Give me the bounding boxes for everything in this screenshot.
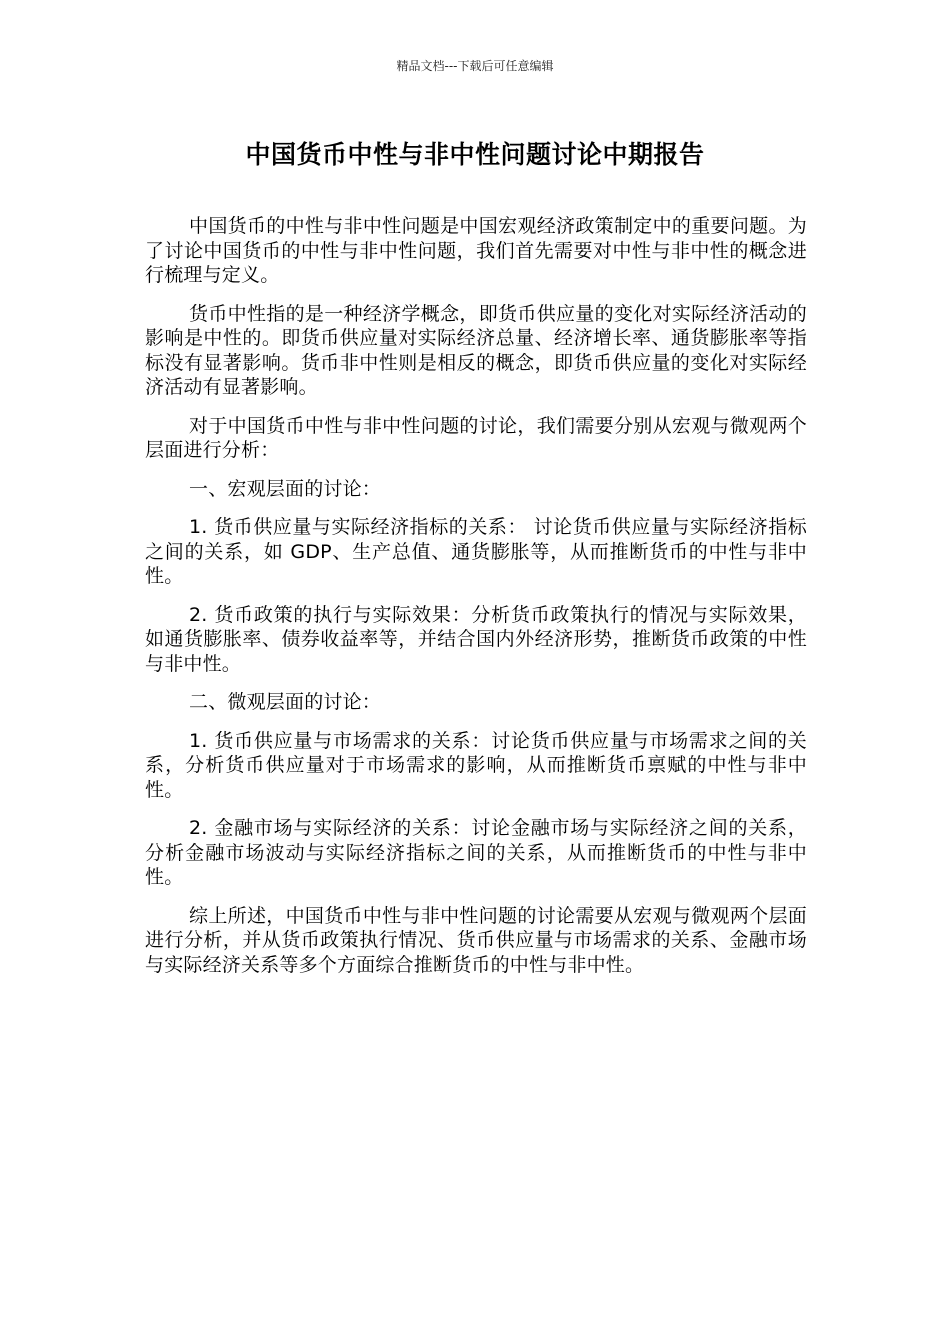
paragraph-micro-item-2: 2. 金融市场与实际经济的关系：讨论金融市场与实际经济之间的关系，分析金融市场波动与实际经济指标之间的关系，从而推断货币的中性与非中性。 <box>145 817 807 888</box>
paragraph-macro-item-1: 1. 货币供应量与实际经济指标的关系： 讨论货币供应量与实际经济指标之间的关系，如 GDP、生产总值、通货膨胀等，从而推断货币的中性与非中性。 <box>145 516 807 587</box>
paragraph-conclusion: 综上所述，中国货币中性与非中性问题的讨论需要从宏观与微观两个层面进行分析，并从货币政策执行情况、货币供应量与市场需求的关系、金融市场与实际经济关系等多个方面综合推断货币的中性与非中性。 <box>145 904 807 976</box>
section-heading-micro: 二、微观层面的讨论： <box>189 691 382 713</box>
paragraph-definition: 货币中性指的是一种经济学概念，即货币供应量的变化对实际经济活动的影响是中性的。即货币供应量对实际经济总量、经济增长率、通货膨胀率等指标没有显著影响。货币非中性则是相反的概念，即货币供应量的变化对实际经济活动有显著影响。 <box>145 302 807 398</box>
document-title: 中国货币中性与非中性问题讨论中期报告 <box>245 140 705 169</box>
paragraph-macro-item-2: 2. 货币政策的执行与实际效果：分析货币政策执行的情况与实际效果，如通货膨胀率、债券收益率等，并结合国内外经济形势，推断货币政策的中性与非中性。 <box>145 603 807 675</box>
paragraph-approach: 对于中国货币中性与非中性问题的讨论，我们需要分别从宏观与微观两个层面进行分析： <box>145 414 807 461</box>
section-heading-macro: 一、宏观层面的讨论： <box>189 477 382 500</box>
page-header-note: 精品文档---下载后可任意编辑 <box>396 59 554 73</box>
paragraph-intro: 中国货币的中性与非中性问题是中国宏观经济政策制定中的重要问题。为了讨论中国货币的中性与非中性问题，我们首先需要对中性与非中性的概念进行梳理与定义。 <box>145 215 807 286</box>
document-body <box>145 214 807 991</box>
paragraph-micro-item-1: 1. 货币供应量与市场需求的关系：讨论货币供应量与市场需求之间的关系，分析货币供应量对于市场需求的影响，从而推断货币禀赋的中性与非中性。 <box>145 729 807 801</box>
